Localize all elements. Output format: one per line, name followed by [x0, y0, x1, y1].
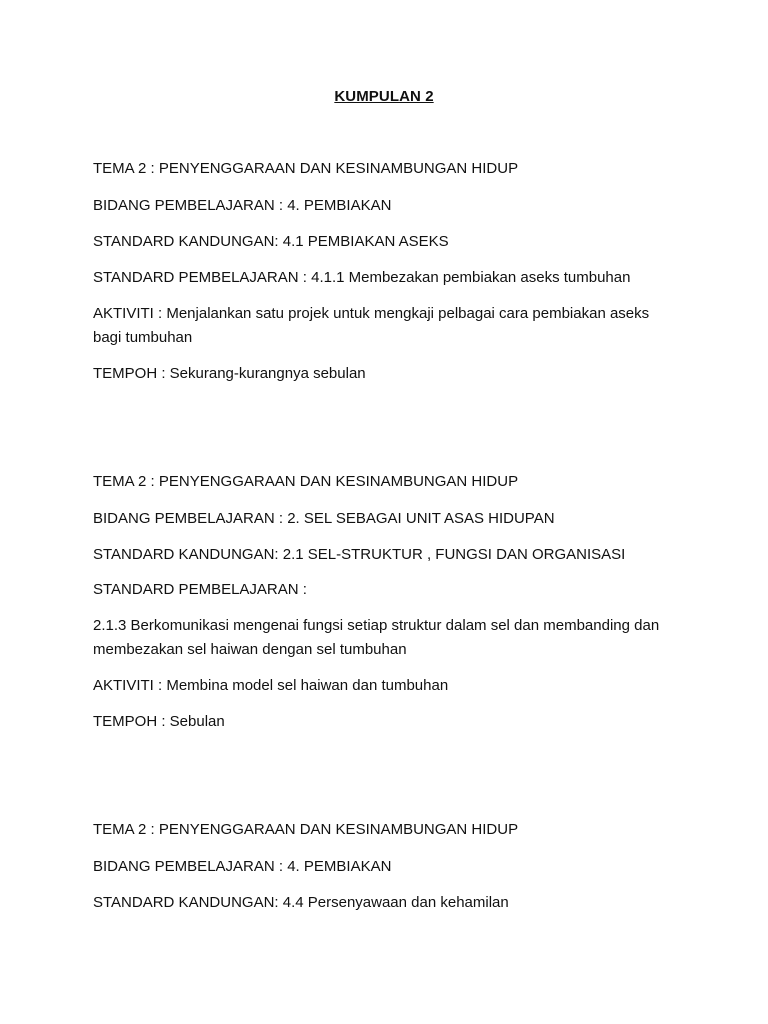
page-title: KUMPULAN 2 — [334, 88, 434, 105]
group1-tema: TEMA 2 : PENYENGGARAAN DAN KESINAMBUNGAN HIDUP — [93, 160, 519, 177]
group1-standard-pembelajaran: STANDARD PEMBELAJARAN : 4.1.1 Membezakan pembiakan aseks tumbuhan — [93, 269, 631, 286]
group3-tema: TEMA 2 : PENYENGGARAAN DAN KESINAMBUNGAN HIDUP — [93, 821, 519, 838]
group2-standard-pembelajaran-text: 2.1.3 Berkomunikasi mengenai fungsi setiap struktur dalam sel dan membanding dan membezakan sel haiwan dengan sel tumbuhan — [93, 617, 660, 658]
group2-tema: TEMA 2 : PENYENGGARAAN DAN KESINAMBUNGAN HIDUP — [93, 473, 519, 490]
group3-bidang: BIDANG PEMBELAJARAN : 4. PEMBIAKAN — [93, 858, 392, 875]
group1-standard-kandungan: STANDARD KANDUNGAN: 4.1 PEMBIAKAN ASEKS — [93, 233, 449, 250]
group2-standard-pembelajaran-label: STANDARD PEMBELAJARAN : — [93, 581, 307, 598]
group1-aktiviti: AKTIVITI : Menjalankan satu projek untuk mengkaji pelbagai cara pembiakan aseks bagi tumbuhan — [93, 305, 650, 346]
group3-standard-kandungan: STANDARD KANDUNGAN: 4.4 Persenyawaan dan kehamilan — [93, 894, 509, 911]
group2-bidang: BIDANG PEMBELAJARAN : 2. SEL SEBAGAI UNIT ASAS HIDUPAN — [93, 510, 555, 527]
group2-tempoh: TEMPOH : Sebulan — [93, 713, 225, 730]
group2-aktiviti: AKTIVITI : Membina model sel haiwan dan tumbuhan — [93, 677, 449, 694]
group2-standard-kandungan: STANDARD KANDUNGAN: 2.1 SEL-STRUKTUR , FUNGSI DAN ORGANISASI — [93, 546, 626, 563]
group1-tempoh: TEMPOH : Sekurang-kurangnya sebulan — [93, 365, 366, 382]
group1-bidang: BIDANG PEMBELAJARAN : 4. PEMBIAKAN — [93, 197, 392, 214]
